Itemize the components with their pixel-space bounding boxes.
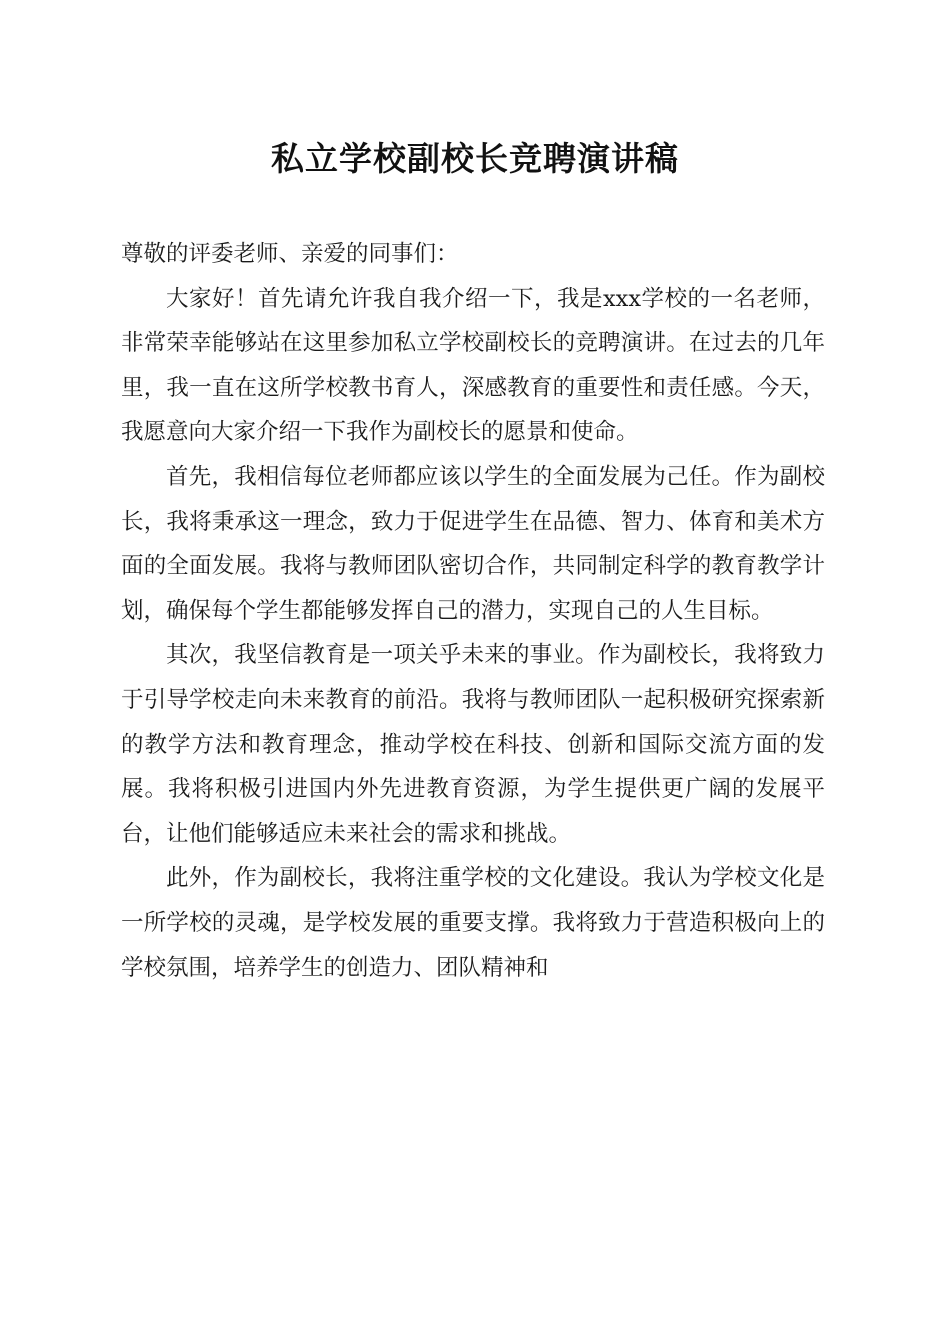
paragraph-intro: 大家好！首先请允许我自我介绍一下，我是xxx学校的一名老师，非常荣幸能够站在这里参加私立学校副校长的竞聘演讲。在过去的几年里，我一直在这所学校教书育人，深感教育的重要性和责任感。今天，我愿意向大家介绍一下我作为副校长的愿景和使命。 — [121, 285, 825, 446]
paragraph-future-education: 其次，我坚信教育是一项关乎未来的事业。作为副校长，我将致力于引导学校走向未来教育的前沿。我将与教师团队一起积极研究探索新的教学方法和教育理念，推动学校在科技、创新和国际交流方面的发展。我将积极引进国内外先进教育资源，为学生提供更广阔的发展平台，让他们能够适应未来社会的需求和挑战。 — [121, 642, 825, 847]
document-body — [121, 232, 825, 990]
salutation: 尊敬的评委老师、亲爱的同事们： — [121, 241, 459, 267]
paragraph-school-culture: 此外，作为副校长，我将注重学校的文化建设。我认为学校文化是一所学校的灵魂，是学校发展的重要支撑。我将致力于营造积极向上的学校氛围，培养学生的创造力、团队精神和 — [121, 865, 825, 981]
document-title: 私立学校副校长竞聘演讲稿 — [271, 139, 679, 178]
paragraph-student-development: 首先，我相信每位老师都应该以学生的全面发展为己任。作为副校长，我将秉承这一理念，致力于促进学生在品德、智力、体育和美术方面的全面发展。我将与教师团队密切合作，共同制定科学的教育教学计划，确保每个学生都能够发挥自己的潜力，实现自己的人生目标。 — [121, 463, 825, 624]
